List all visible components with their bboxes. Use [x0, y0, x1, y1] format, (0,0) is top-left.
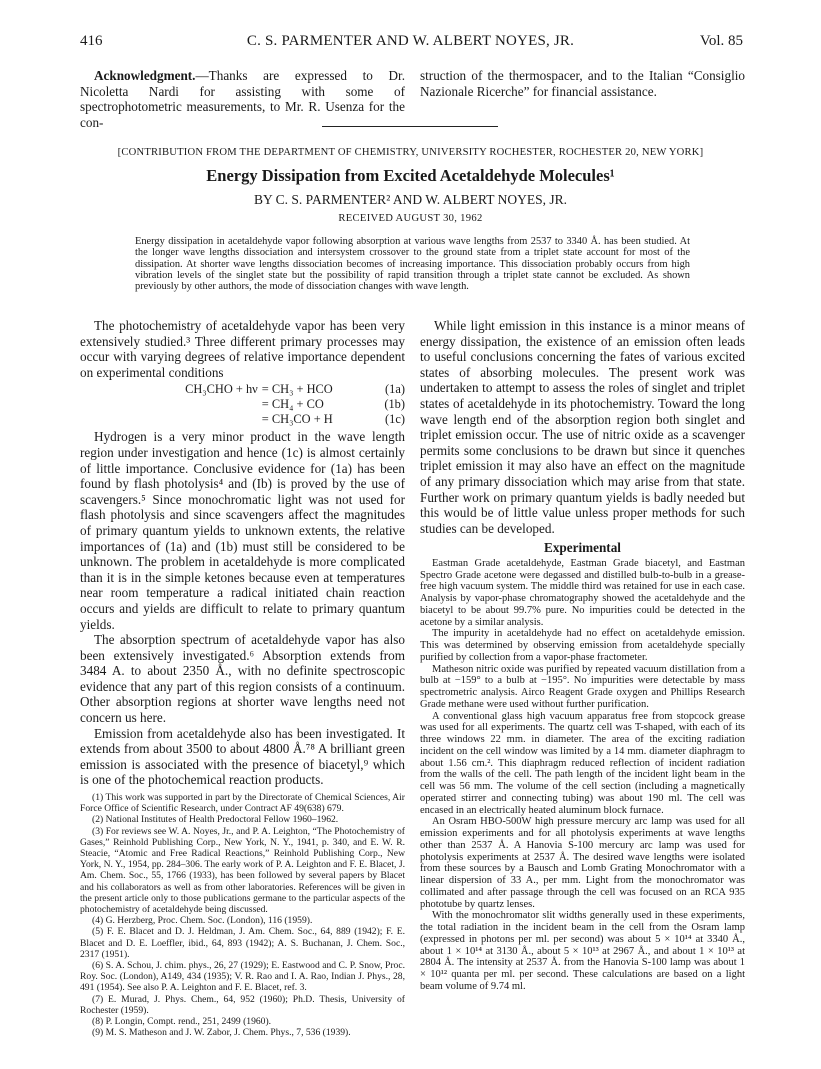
equation-row: [80, 412, 405, 427]
abstract: Energy dissipation in acetaldehyde vapor following absorption at various wave lengths from 2537 to 3340 Å. has been studied. At the longer wave lengths dissociation and intersystem crossover to the ground state from a triplet state account for most of the dissipation. At shorter wave lengths dissociation becomes of increasing importance. This dissociation probably occurs from high vibration levels of the singlet state but the possibility of rapid transition through a triplet state cannot be excluded. As shown previously by other authors, the mode of dissociation changes with wave length.: [135, 236, 690, 293]
article-divider: [322, 126, 498, 127]
equation-rhs: = CH₃ + HCO: [261, 382, 333, 397]
article-title: Energy Dissipation from Excited Acetaldehyde Molecules¹: [206, 166, 615, 185]
footnote: (4) G. Herzberg, Proc. Chem. Soc. (London), 116 (1959).: [92, 915, 313, 927]
running-title: C. S. PARMENTER AND W. ALBERT NOYES, JR.: [246, 33, 575, 49]
acknowledgment-text-left: —Thanks are expressed to Dr. Nicoletta Nardi for assisting with some of spectrophotometric measurements, to Mr. R. Usenza for the con-: [80, 68, 405, 130]
footnotes: [80, 792, 405, 1038]
equation-number: (1b): [384, 397, 405, 412]
received-date: RECEIVED AUGUST 30, 1962: [338, 213, 483, 224]
experimental-paragraph: Matheson nitric oxide was purified by repeated vacuum distillation from a bulb at −159° to a bulb at −195°. No impurities were detectable by mass spectrometric analysis. Airco Reagent Grade oxygen and Phillips Research Grade methane were used without further purification.: [420, 663, 745, 710]
footnote: (9) M. S. Matheson and J. W. Zabor, J. Chem. Phys., 7, 536 (1939).: [92, 1027, 351, 1039]
paragraph: Hydrogen is a very minor product in the wave length region under investigation and hence (1c) is almost certainly of little importance. Conclusive evidence for (1a) has been found by flash photolysis⁴ and (Ib) is proved by the use of scavengers.⁵ Since monochromatic light was not used for flash photolysis and since scavengers affect the magnitudes of primary quantum yields to unknown extents, the relative importances of (1a) and (1b) must still be considered to be unknown. The problem in acetaldehyde is more complicated than it is in the simple ketones because even at temperatures near room temperature a radical initiated chain reaction occurs and yields are difficult to relate to primary quantum yields.: [80, 429, 405, 632]
experimental-section: [420, 558, 745, 993]
equation-lhs: CH₃CHO + hν: [185, 382, 258, 397]
acknowledgment-section: [80, 68, 745, 130]
equation-row: [80, 397, 405, 412]
acknowledgment-right: struction of the thermospacer, and to the Italian “Consiglio Nazionale Ricerche” for financial assistance.: [420, 68, 745, 99]
equation-lhs: [80, 412, 262, 427]
footnote: (5) F. E. Blacet and D. J. Heldman, J. Am. Chem. Soc., 64, 889 (1942); F. E. Blacet and D. E. Loeffler, ibid., 64, 893 (1942); A. S. Buchanan, J. Chem. Soc., 2317 (1951).: [80, 926, 405, 960]
footnote: (6) S. A. Schou, J. chim. phys., 26, 27 (1929); E. Eastwood and C. P. Snow, Proc. Roy. Soc. (London), A149, 434 (1935); V. R. Rao and I. A. Rao, Indian J. Phys., 28, 491 (1954). See also P. A. Leighton and F. E. Blacet, ref. 3.: [80, 960, 405, 994]
volume-label: Vol. 85: [699, 33, 743, 49]
footnote: (7) E. Murad, J. Phys. Chem., 64, 952 (1960); Ph.D. Thesis, University of Rochester (1959).: [80, 993, 405, 1016]
page-number: 416: [80, 33, 103, 49]
paragraph: While light emission in this instance is a minor means of energy dissipation, the existence of an emission often leads to useful conclusions concerning the fates of various excited states of absorbing molecules. The present work was undertaken to attempt to assess the roles of singlet and triplet states of acetaldehyde in its photochemistry. Toward the long wave length end of the absorption region both singlet and triplet emission occur. The use of nitric oxide as a scavenger permits some conclusions to be drawn but since it quenches triplet emission it may also have an effect on the magnitude of any primary dissociation which may arise from that state. Further work on primary quantum yields is badly needed but this would be of little value unless proper methods for such studies can be developed.: [420, 318, 745, 536]
experimental-paragraph: With the monochromator slit widths generally used in these experiments, the total radiation in the incident beam in the cell from the Osram lamp (expressed in photons per ml. per second) was about 5 × 10¹⁴ at 3340 Å., about 1 × 10¹⁴ at 3130 Å., about 5 × 10¹³ at 2967 Å., and about 1 × 10¹³ at 2804 Å. The intensity at 2537 Å. from the Hanovia S-100 lamp was about 1 × 10¹² quanta per ml. per second. These calculations are based on a light beam volume of 9.74 ml.: [420, 910, 745, 992]
experimental-paragraph: Eastman Grade acetaldehyde, Eastman Grade biacetyl, and Eastman Spectro Grade acetone were degassed and distilled bulb-to-bulb in a grease-free high vacuum system. The middle third was retained for use in each case. Analysis by vapor-phase chromatography showed the acetaldehyde and the biacetyl to be about 99.7% pure. No impurities could be detected in the acetone by a similar analysis.: [420, 557, 745, 628]
footnote: (3) For reviews see W. A. Noyes, Jr., and P. A. Leighton, “The Photochemistry of Gases,” Reinhold Publishing Corp., New York, N. Y., 1941, p. 340, and E. W. R. Steacie, “Atomic and Free Radical Reactions,” Reinhold Publishing Corp., New York, N. Y., 1954, pp. 284–306. The early work of P. A. Leighton and F. E. Blacet, J. Am. Chem. Soc., 55, 1766 (1933), has been followed by several papers by Blacet and his collaborators as well as from other laboratories. References will be given in the present article only to those publications germane to the particular aspects of the photochemistry of acetaldehyde being discussed.: [80, 825, 405, 916]
equation-rhs: = CH₃CO + H: [261, 412, 333, 427]
experimental-paragraph: A conventional glass high vacuum apparatus free from stopcock grease was used for all experiments. The quartz cell was T-shaped, with each of its three windows 22 mm. in diameter. The area of the exciting radiation incident on the cell window was limited by a 14 mm. diameter diaphragm to about 1.56 cm.². This diaphragm reduced reflection of incident radiation from the walls of the cell. The path length of the incident light beam in the cell was 56 mm. The volume of the cell section (including a magnetically operated stirrer and connecting tubing) was about 190 ml. The cell was encased in an electrically heated aluminum block furnace.: [420, 710, 745, 816]
paragraph: Emission from acetaldehyde also has been investigated. It extends from about 3500 to about 4800 Å.⁷⁸ A brilliant green emission is associated with the presence of biacetyl,⁹ which is one of the photochemical reaction products.: [80, 725, 405, 788]
experimental-paragraph: The impurity in acetaldehyde had no effect on acetaldehyde emission. This was determined by observing emission from acetaldehyde specially purified by collection from a vapor-phase fractometer.: [420, 628, 745, 663]
contribution-line: [CONTRIBUTION FROM THE DEPARTMENT OF CHEMISTRY, UNIVERSITY ROCHESTER, ROCHESTER 20, NEW YORK]: [117, 147, 704, 158]
equation-number: (1c): [385, 412, 405, 427]
paragraph: The absorption spectrum of acetaldehyde vapor has also been extensively investigated.⁶ Absorption extends from 3484 A. to about 2350 Å., with no definite spectroscopic evidence that any part of this region consists of a continuum. Other absorption regions at shorter wave lengths need not concern us here.: [80, 632, 405, 726]
footnote: (1) This work was supported in part by the Directorate of Chemical Sciences, Air Force Office of Scientific Research, under Contract AF 49(638) 679.: [80, 792, 405, 815]
equation-number: (1a): [385, 382, 405, 397]
equation-lhs: [80, 397, 262, 412]
acknowledgment-lead: Acknowledgment.: [94, 68, 196, 83]
left-column: [80, 318, 405, 1039]
equation-block: [80, 382, 405, 427]
experimental-paragraph: An Osram HBO-500W high pressure mercury arc lamp was used for all emission experiments and for all photolysis experiments at wave lengths other than 2537 Å. A Hanovia S-100 mercury arc lamp was used for photolysis experiments at 2537 Å. The desired wave lengths were isolated from these sources by a Bausch and Lomb Grating Monochromator with a linear dispersion of 33 A., per mm. Light from the monochromator was collimated and after passage through the cell was focused on an RCA 935 phototube by quartz lenses.: [420, 816, 745, 910]
right-column: [420, 318, 745, 993]
footnote: (2) National Institutes of Health Predoctoral Fellow 1960–1962.: [92, 814, 339, 826]
paragraph: The photochemistry of acetaldehyde vapor has been very extensively studied.³ Three different primary processes may occur with varying degrees of relative importance dependent on experimental conditions: [80, 318, 405, 380]
footnote: (8) P. Longin, Compt. rend., 251, 2499 (1960).: [92, 1016, 272, 1028]
acknowledgment-left: [80, 68, 405, 130]
equation-rhs: = CH₄ + CO: [261, 397, 324, 412]
section-heading: Experimental: [544, 540, 621, 556]
equation-row: [80, 382, 405, 397]
article-authors: BY C. S. PARMENTER² AND W. ALBERT NOYES, JR.: [254, 192, 567, 207]
